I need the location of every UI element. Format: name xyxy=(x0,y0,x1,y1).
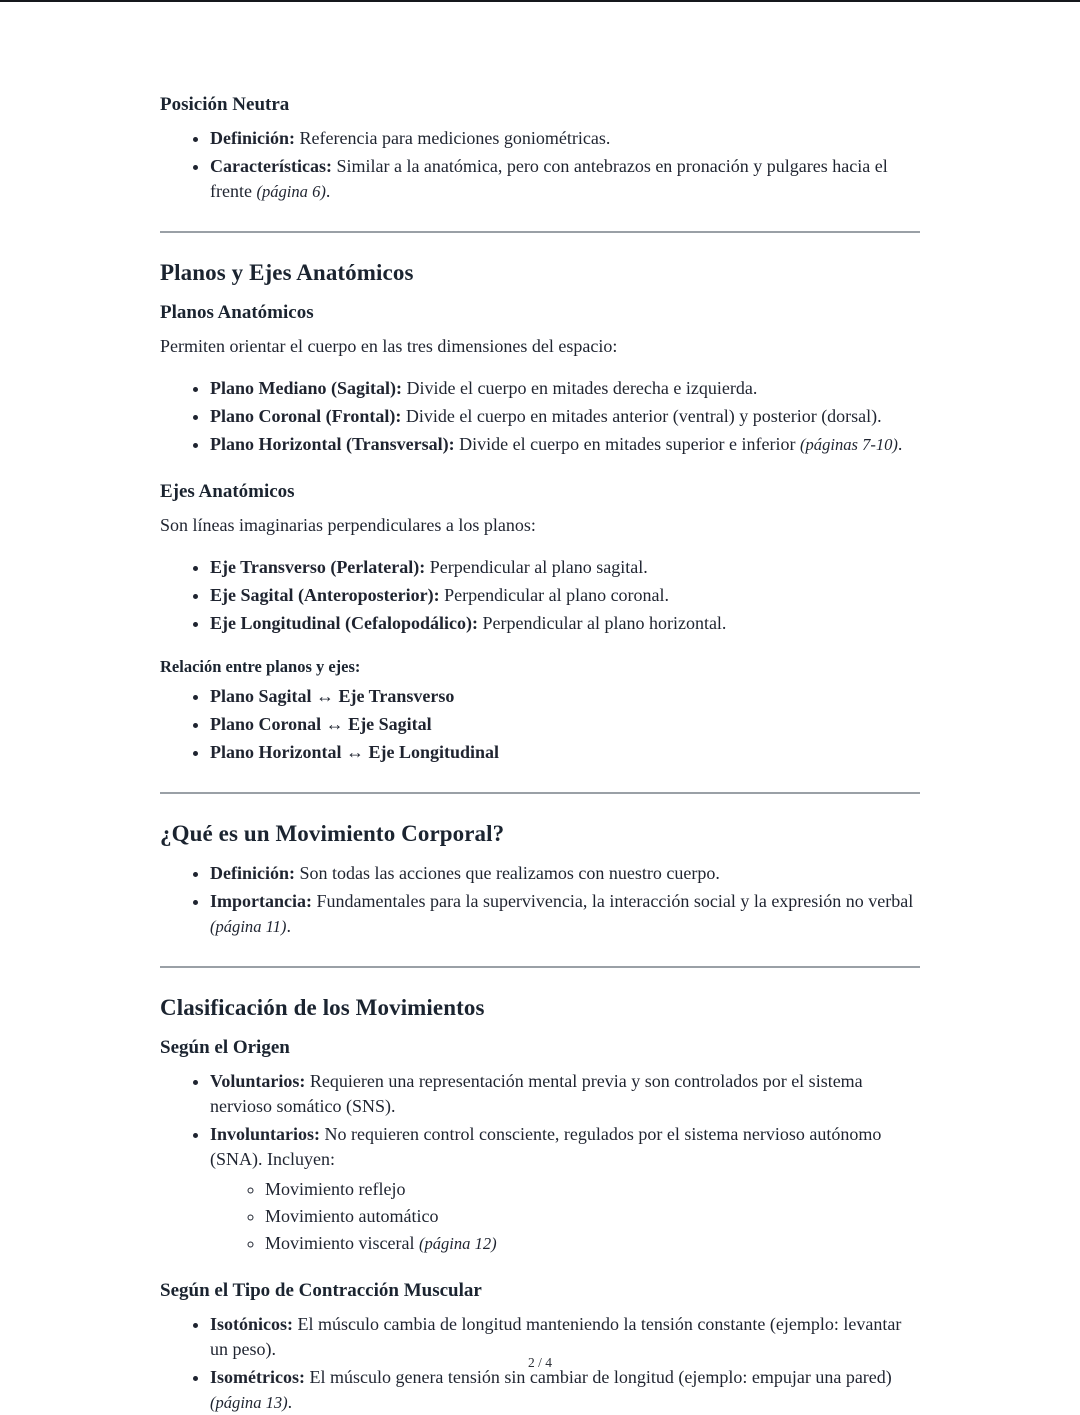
section-divider xyxy=(160,966,920,968)
item-text: . xyxy=(325,181,331,201)
list-item xyxy=(210,740,920,765)
subsection-heading: Planos Anatómicos xyxy=(160,302,314,323)
section-title: Planos y Ejes Anatómicos xyxy=(160,260,414,285)
list-item xyxy=(210,889,920,939)
bullet-list xyxy=(160,861,920,939)
item-text: Requieren una representación mental previa y son controlados por el sistema nervioso somático (SNS). xyxy=(210,1071,863,1116)
list-item xyxy=(210,1122,920,1256)
list-item xyxy=(210,712,920,737)
list-item xyxy=(210,684,920,709)
item-text: No requieren control consciente, regulados por el sistema nervioso autónomo (SNA). Incluyen: xyxy=(210,1124,882,1169)
term-label: Eje Transverso (Perlateral): xyxy=(210,557,426,577)
subsection-heading: Ejes Anatómicos xyxy=(160,481,295,502)
list-item xyxy=(210,1069,920,1119)
term-label: Definición: xyxy=(210,128,295,148)
bullet-list xyxy=(160,684,920,765)
section-movimiento-corporal xyxy=(160,819,920,939)
subsection-heading: Según el Tipo de Contracción Muscular xyxy=(160,1280,482,1301)
section-divider xyxy=(160,792,920,794)
section-clasificacion xyxy=(160,993,920,1415)
page-ref: (página 12) xyxy=(418,1234,497,1253)
page-number: 2 / 4 xyxy=(527,1355,552,1370)
list-item xyxy=(210,555,920,580)
page-ref: (página 11) xyxy=(210,917,287,936)
item-text: Perpendicular al plano coronal. xyxy=(439,585,670,605)
section-title: Clasificación de los Movimientos xyxy=(160,995,485,1020)
term-label: Voluntarios: xyxy=(210,1071,306,1091)
term-label: Eje Longitudinal (Cefalopodálico): xyxy=(210,613,479,633)
term-label: Isométricos: xyxy=(210,1367,305,1387)
item-text: Perpendicular al plano horizontal. xyxy=(478,613,727,633)
item-text: Son todas las acciones que realizamos con nuestro cuerpo. xyxy=(295,863,720,883)
item-text: Divide el cuerpo en mitades superior e inferior xyxy=(454,434,801,454)
item-text: El músculo cambia de longitud manteniendo la tensión constante (ejemplo: levantar un peso). xyxy=(210,1314,902,1359)
section-planos-ejes xyxy=(160,258,920,765)
bullet-list xyxy=(160,555,920,636)
item-text: Divide el cuerpo en mitades derecha e izquierda. xyxy=(402,378,758,398)
section-title: ¿Qué es un Movimiento Corporal? xyxy=(160,821,505,846)
sub-list-item xyxy=(265,1231,920,1256)
list-item xyxy=(210,611,920,636)
bullet-list xyxy=(160,1069,920,1256)
sub-list-item xyxy=(265,1177,920,1202)
relation-pair: Plano Coronal ↔ Eje Sagital xyxy=(210,714,432,734)
item-text: Movimiento automático xyxy=(265,1206,439,1226)
relation-pair: Plano Horizontal ↔ Eje Longitudinal xyxy=(210,742,500,762)
sub-list-item xyxy=(265,1204,920,1229)
term-label: Involuntarios: xyxy=(210,1124,321,1144)
list-item xyxy=(210,583,920,608)
document-page xyxy=(0,2,1080,1415)
intro-paragraph: Son líneas imaginarias perpendiculares a los planos: xyxy=(160,515,536,535)
subsection-heading: Según el Origen xyxy=(160,1037,290,1058)
term-label: Plano Coronal (Frontal): xyxy=(210,406,402,426)
item-text: Perpendicular al plano sagital. xyxy=(425,557,648,577)
item-text: Divide el cuerpo en mitades anterior (ventral) y posterior (dorsal). xyxy=(401,406,882,426)
bullet-list xyxy=(160,126,920,204)
intro-paragraph: Permiten orientar el cuerpo en las tres dimensiones del espacio: xyxy=(160,336,618,356)
list-item xyxy=(210,154,920,204)
relation-heading: Relación entre planos y ejes: xyxy=(160,657,361,676)
term-label: Isotónicos: xyxy=(210,1314,294,1334)
page-ref: (página 13) xyxy=(210,1393,288,1412)
item-text: Movimiento reflejo xyxy=(265,1179,406,1199)
item-text: Referencia para mediciones goniométricas. xyxy=(295,128,611,148)
page-ref: (páginas 7-10) xyxy=(800,435,898,454)
item-text: Movimiento visceral xyxy=(265,1233,419,1253)
item-text: Similar a la anatómica, pero con antebrazos en pronación y pulgares hacia el frente xyxy=(210,156,888,201)
term-label: Definición: xyxy=(210,863,295,883)
list-item xyxy=(210,432,920,457)
term-label: Características: xyxy=(210,156,332,176)
sub-bullet-list xyxy=(210,1177,920,1256)
term-label: Importancia: xyxy=(210,891,312,911)
bullet-list xyxy=(160,376,920,457)
section-posicion-neutra xyxy=(160,92,920,204)
item-text: . xyxy=(897,434,903,454)
section-divider xyxy=(160,231,920,233)
relation-pair: Plano Sagital ↔ Eje Transverso xyxy=(210,686,455,706)
list-item xyxy=(210,404,920,429)
term-label: Eje Sagital (Anteroposterior): xyxy=(210,585,440,605)
list-item xyxy=(210,1365,920,1415)
item-text: . xyxy=(287,1392,293,1412)
section-heading: Posición Neutra xyxy=(160,94,290,115)
list-item xyxy=(210,861,920,886)
term-label: Plano Mediano (Sagital): xyxy=(210,378,402,398)
page-ref: (página 6) xyxy=(256,182,326,201)
term-label: Plano Horizontal (Transversal): xyxy=(210,434,455,454)
item-text: . xyxy=(286,916,291,936)
list-item xyxy=(210,126,920,151)
list-item xyxy=(210,376,920,401)
item-text: El músculo genera tensión sin cambiar de longitud (ejemplo: empujar una pared) xyxy=(304,1367,892,1387)
item-text: Fundamentales para la supervivencia, la interacción social y la expresión no verbal xyxy=(312,891,914,911)
